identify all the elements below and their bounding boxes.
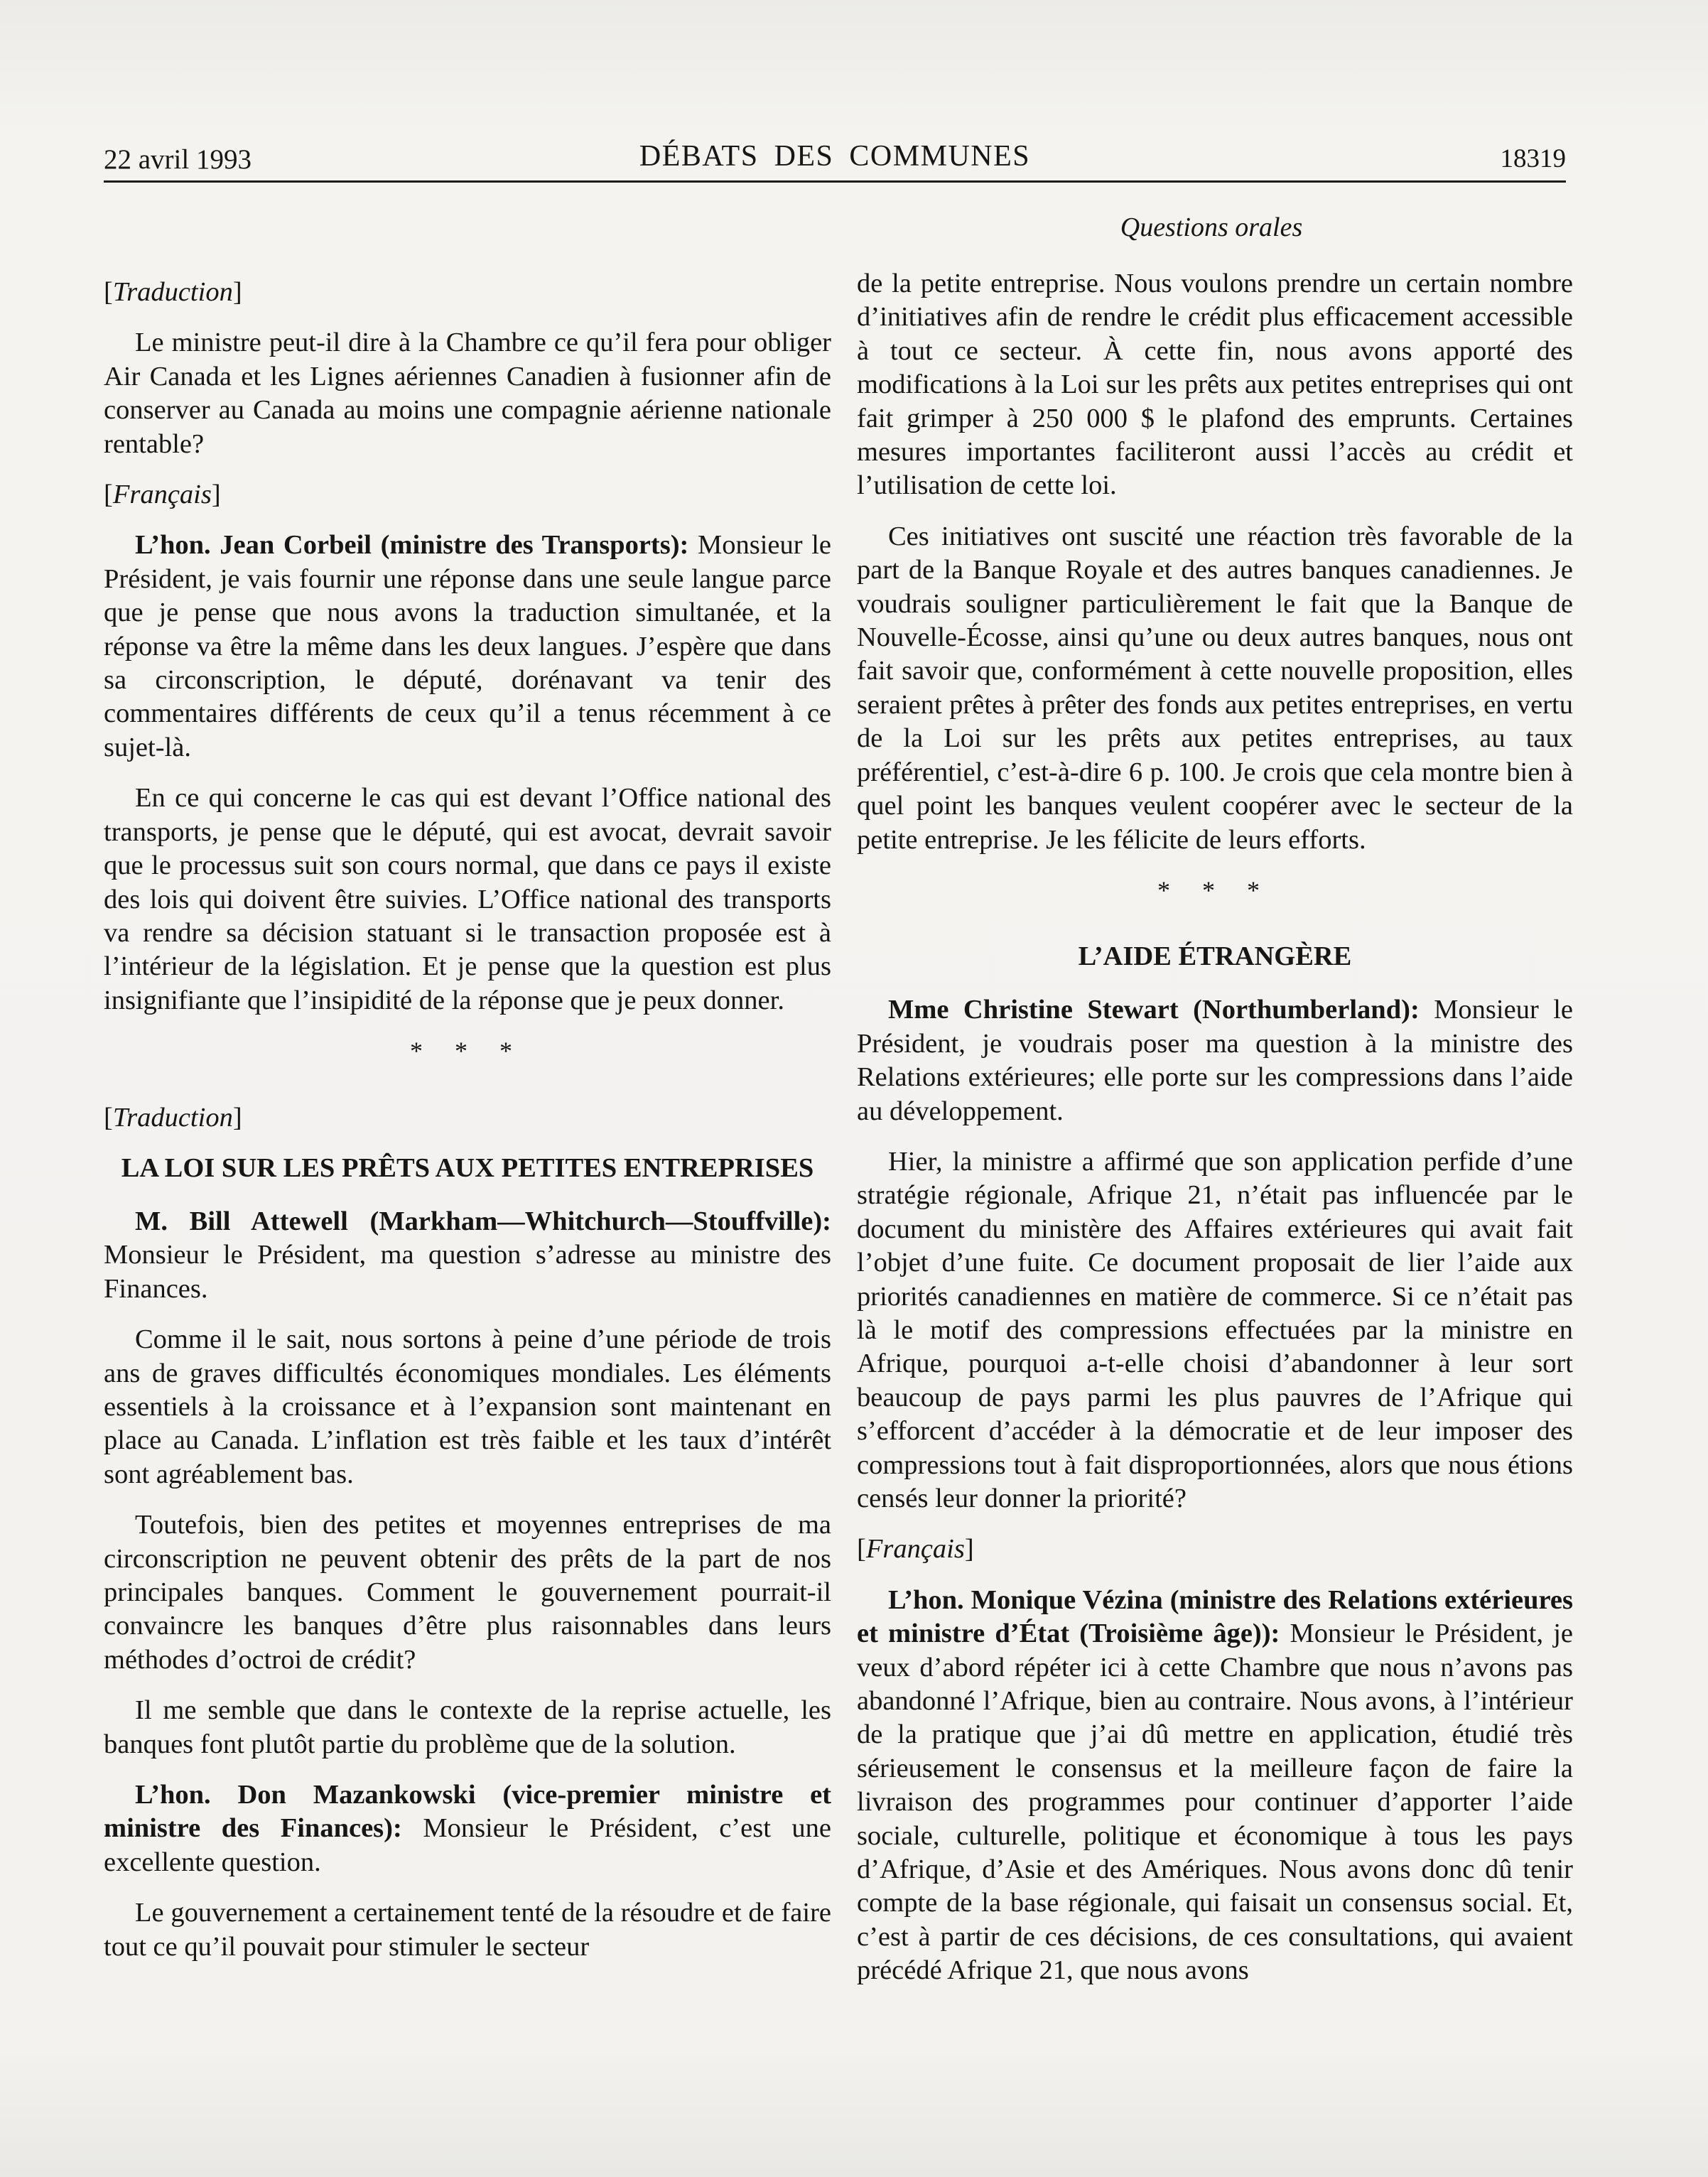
speech-paragraph — [104, 529, 831, 765]
paragraph: Le ministre peut-il dire à la Chambre ce qu’il fera pour obliger Air Canada et les Lignes aériennes Canadien à fusionner afin de conserver au Canada au moins une compagnie aérienne nationale rentable? — [104, 328, 831, 459]
speech-text: Monsieur le Président, je voudrais poser ma question à la ministre des Relations extérieures; elle porte sur les compressions dans l’aide au développement. — [857, 995, 1573, 1126]
paragraph: En ce qui concerne le cas qui est devant l’Office national des transports, je pense que le député, qui est avocat, devrait savoir que le processus suit son cours normal, que dans ce pays il existe des lois qui doivent être suivies. L’Office national des transports va rendre sa décision statuant si le transaction proposée est à l’intérieur de la législation. Et je pense que la question est plus insignifiante que l’insipidité de la réponse que je peux donner. — [104, 783, 831, 1015]
page-header — [104, 136, 1566, 182]
paragraph: Toutefois, bien des petites et moyennes entreprises de ma circonscription ne peuvent obtenir des prêts de la part de nos principales banques. Comment le gouvernement pourrait-il convaincre les banques d’être plus raisonnables dans leurs méthodes d’octroi de crédit? — [104, 1510, 831, 1675]
speaker-name: L’hon. Jean Corbeil (ministre des Transports): — [135, 530, 689, 561]
section-heading: L’AIDE ÉTRANGÈRE — [1078, 941, 1352, 972]
speech-text: Monsieur le Président, c’est une excellente question. — [104, 1813, 832, 1877]
running-head: Questions orales — [1120, 212, 1303, 242]
header-date: 22 avril 1993 — [104, 144, 252, 175]
speaker-name: Mme Christine Stewart (Northumberland): — [888, 995, 1420, 1025]
speech-paragraph — [104, 1778, 831, 1879]
speech-paragraph — [857, 993, 1573, 1128]
speech-paragraph — [857, 1584, 1573, 1988]
header-title: DÉBATS DES COMMUNES — [639, 140, 1031, 173]
section-separator: * * * — [1157, 875, 1272, 904]
section-separator: * * * — [410, 1037, 525, 1066]
left-column — [104, 276, 831, 1981]
language-note: [Traduction] — [104, 1102, 242, 1133]
speech-paragraph — [104, 1205, 831, 1306]
speech-text: Monsieur le Président, je vais fournir une réponse dans une seule langue parce que je pense que nous avons la traduction simultanée, et la réponse va être la même dans les deux langues. J’espère que dans sa circonscription, le député, dorénavant va tenir des commentaires différents de ceux qu’il a tenus récemment à ce sujet-là. — [104, 530, 831, 762]
header-rule — [104, 180, 1566, 183]
language-note: [Français] — [104, 480, 221, 510]
speech-text: Monsieur le Président, je veux d’abord répéter ici à cette Chambre que nous n’avons pas abandonné l’Afrique, bien au contraire. Nous avons, à l’intérieur de la pratique que j’ai dû mettre en application, étudié très sérieusement le consensus et la meilleure façon de faire la livraison des programmes pour continuer d’apporter l’aide sociale, culturelle, politique et économique à tous les pays d’Afrique, d’Asie et des Amériques. Nous avons donc dû tenir compte de la base régionale, qui faisait un consensus social. Et, c’est à partir de ces décisions, de ces consultations, qui avaient précédé Afrique 21, que nous avons — [857, 1619, 1573, 1986]
speaker-name: L’hon. Monique Vézina (ministre des Relations extérieures et ministre d’État (Troisième âge)): — [857, 1584, 1573, 1649]
paragraph: Le gouvernement a certainement tenté de la résoudre et de faire tout ce qu’il pouvait pour stimuler le secteur — [104, 1898, 831, 1962]
paragraph: de la petite entreprise. Nous voulons prendre un certain nombre d’initiatives afin de rendre le crédit plus efficacement accessible à tout ce secteur. À cette fin, nous avons apporté des modifications à la Loi sur les prêts aux petites entreprises qui ont fait grimper à 250 000 $ le plafond des emprunts. Certaines mesures importantes faciliteront aussi l’accès au crédit et l’utilisation de cette loi. — [857, 269, 1573, 501]
speech-text: Monsieur le Président, ma question s’adresse au ministre des Finances. — [104, 1240, 831, 1304]
right-column — [857, 267, 1573, 2005]
paragraph: Comme il le sait, nous sortons à peine d’une période de trois ans de graves difficultés économiques mondiales. Les éléments essentiels à la croissance et à l’expansion sont maintenant en place au Canada. L’inflation est très faible et les taux d’intérêt sont agréablement bas. — [104, 1324, 831, 1489]
paragraph: Il me semble que dans le contexte de la reprise actuelle, les banques font plutôt partie du problème que de la solution. — [104, 1695, 831, 1759]
header-page-number: 18319 — [1500, 144, 1566, 173]
paragraph: Hier, la ministre a affirmé que son application perfide d’une stratégie régionale, Afrique 21, n’était pas influencée par le document du ministère des Affaires extérieures qui avait fait l’objet d’une fuite. Ce document proposait de lier l’aide aux priorités canadiennes en matière de commerce. Si ce n’était pas là le motif des compressions effectuées par la ministre en Afrique, pourquoi a-t-elle choisi d’abandonner à leur sort beaucoup de pays parmi les plus pauvres de l’Afrique qui s’efforcent d’accéder à la démocratie et de leur imposer des compressions tout à fait disproportionnées, alors que nous étions censés leur donner la priorité? — [857, 1146, 1573, 1513]
speaker-name: M. Bill Attewell (Markham—Whitchurch—Stouffville): — [135, 1206, 831, 1236]
paragraph: Ces initiatives ont suscité une réaction très favorable de la part de la Banque Royale et des autres banques canadiennes. Je voudrais souligner particulièrement le fait que la Banque de Nouvelle-Écosse, ainsi qu’une ou deux autres banques, nous ont fait savoir que, conformément à cette nouvelle proposition, elles seraient prêtes à prêter des fonds aux petites entreprises, en vertu de la Loi sur les prêts aux petites entreprises, au taux préférentiel, c’est-à-dire 6 p. 100. Je crois que cela montre bien à quel point les banques veulent coopérer avec le secteur de la petite entreprise. Je les félicite de leurs efforts. — [857, 521, 1573, 855]
language-note: [Traduction] — [104, 277, 242, 307]
language-note: [Français] — [857, 1534, 974, 1565]
section-heading: LA LOI SUR LES PRÊTS AUX PETITES ENTREPRISES — [121, 1152, 814, 1183]
speaker-name: L’hon. Don Mazankowski (vice-premier ministre et ministre des Finances): — [104, 1780, 831, 1844]
